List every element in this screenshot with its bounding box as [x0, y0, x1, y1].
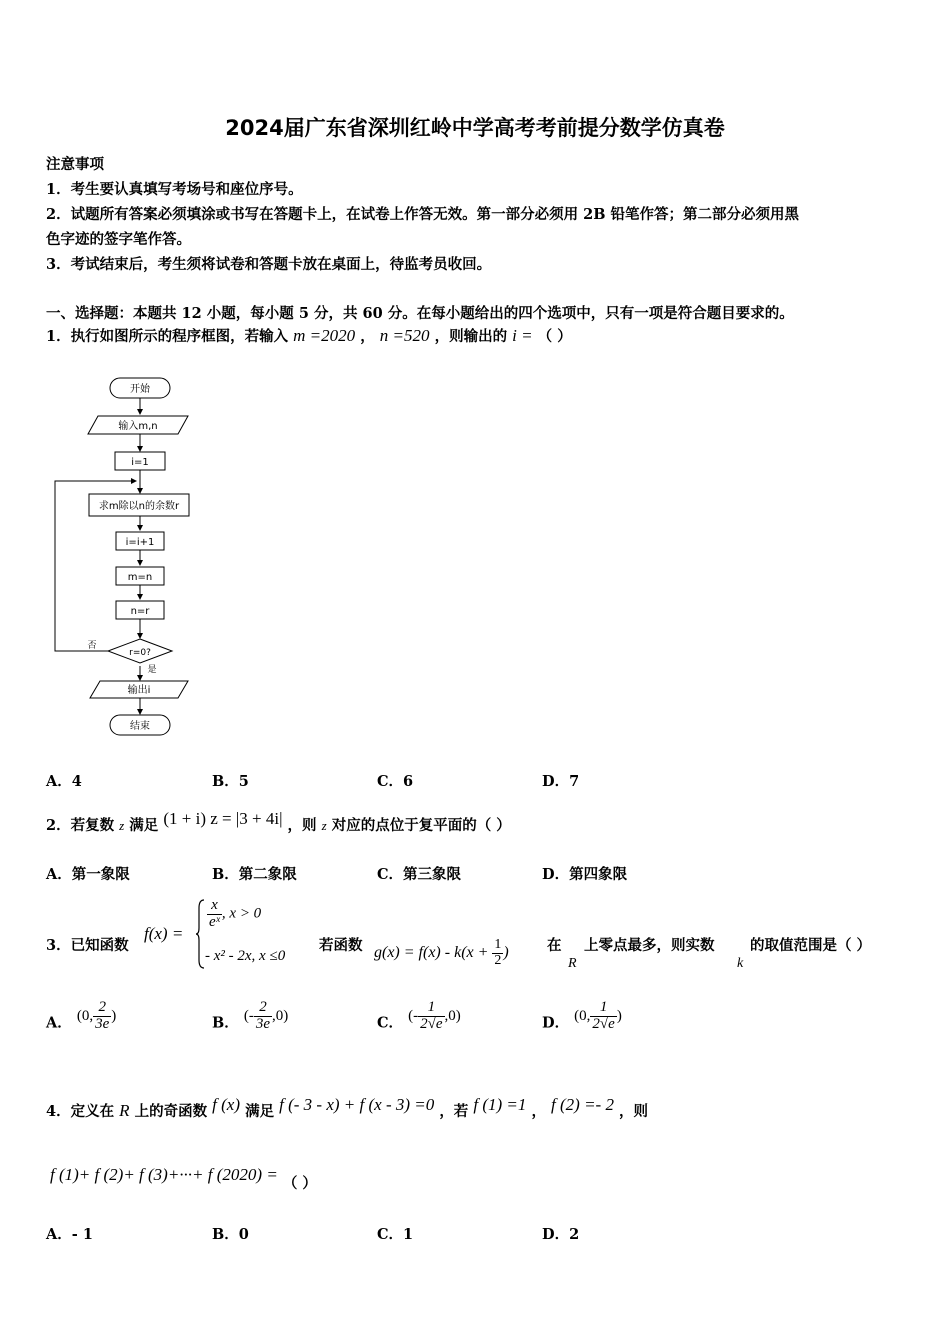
q1-i-eq: i =: [512, 326, 533, 345]
q4-option-b[interactable]: B．0: [212, 1226, 249, 1243]
q3-gx: [374, 938, 509, 968]
q1-sep: ，: [360, 328, 375, 345]
q3-option-a-label: A．: [46, 1014, 72, 1032]
q2-option-a[interactable]: A．第一象限: [46, 866, 130, 883]
q3-option-a-den: 3e: [95, 1015, 110, 1032]
q1-text-a: 1．执行如图所示的程序框图，若输入: [46, 328, 289, 345]
q3-case1-den: eˣ: [209, 913, 220, 930]
q3-half-num: 1: [494, 937, 502, 952]
q3-option-c-pre: (-: [408, 1007, 419, 1024]
q1-paren: （ ）: [537, 328, 572, 345]
q3-gx-text: g(x) = f(x) - k(x +: [374, 943, 489, 961]
q3-option-d-num: 1: [590, 1000, 616, 1017]
q3-option-b-label: B．: [212, 1014, 239, 1032]
q3-option-a[interactable]: [46, 999, 117, 1041]
flowchart: [40, 370, 210, 745]
q3-option-c-num: 1: [418, 1000, 444, 1017]
q4-sum-line: [50, 1164, 317, 1192]
q2-text-d: 对应的点位于复平面的（ ）: [331, 817, 511, 834]
q3-case-1: [207, 898, 261, 931]
q3-option-c-label: C．: [377, 1014, 404, 1032]
q4-text-b: 上的奇函数: [134, 1103, 208, 1120]
q3-case1-num: x: [207, 898, 222, 915]
q3-R: R: [568, 956, 577, 971]
q4-fx: f (x): [212, 1095, 241, 1114]
question-1-stem: [46, 325, 572, 346]
q3-option-a-post: ): [111, 1007, 117, 1024]
q4-sep: ，: [531, 1103, 546, 1120]
flow-input-label: 输入m,n: [118, 421, 158, 432]
q3-k: k: [737, 956, 744, 971]
q3-text-a: 3．已知函数: [46, 937, 129, 954]
q4-f2: f (2) =- 2: [551, 1095, 614, 1114]
q1-option-b[interactable]: B．5: [212, 773, 249, 790]
flow-assign-n-label: n=r: [130, 606, 150, 617]
q4-option-d[interactable]: D．2: [542, 1226, 580, 1243]
q3-text-c: 在: [547, 937, 562, 954]
q3-half-den: 2: [494, 952, 502, 968]
question-2-stem: [46, 809, 511, 835]
q4-R: R: [119, 1101, 130, 1120]
q3-option-c-den: 2√e: [420, 1015, 443, 1032]
q3-option-b-num: 2: [254, 1000, 272, 1017]
q1-text-b: ，则输出的: [434, 328, 508, 345]
q4-option-c[interactable]: C．1: [377, 1226, 414, 1243]
q3-option-a-num: 2: [93, 1000, 111, 1017]
flow-decision-label: r=0?: [129, 648, 151, 658]
q4-text-c: 满足: [245, 1103, 275, 1120]
flow-no-label: 否: [87, 641, 97, 651]
q3-option-d-pre: (0,: [574, 1007, 591, 1024]
q4-option-a[interactable]: A．- 1: [46, 1226, 93, 1243]
q3-text-e: 的取值范围是（ ）: [750, 937, 872, 954]
q3-option-d[interactable]: [542, 999, 622, 1041]
q3-option-b-pre: (-: [243, 1007, 254, 1024]
notice-item-3: 3．考试结束后，考生须将试卷和答题卡放在桌面上，待监考员收回。: [46, 256, 492, 273]
q3-option-b-post: ,0): [272, 1007, 289, 1024]
notice-heading: 注意事项: [46, 156, 104, 173]
q1-option-a[interactable]: A．4: [46, 773, 82, 790]
q1-option-c[interactable]: C．6: [377, 773, 414, 790]
q4-text-a: 4．定义在: [46, 1103, 115, 1120]
q3-fx: f(x) =: [144, 924, 184, 943]
q3-option-c[interactable]: [377, 999, 461, 1041]
q2-z-2: z: [321, 818, 327, 833]
q3-text-d: 上零点最多，则实数: [584, 937, 715, 954]
q4-f1: f (1) =1: [473, 1095, 527, 1114]
section-header: 一、选择题：本题共 12 小题，每小题 5 分，共 60 分。在每小题给出的四个选项中，只有一项是符合题目要求的。: [46, 305, 794, 322]
flow-start-label: 开始: [130, 384, 150, 395]
q2-text-b: 满足: [129, 817, 159, 834]
q3-option-c-post: ,0): [444, 1007, 461, 1024]
q3-gx-close: ): [503, 943, 509, 961]
notice-item-1: 1．考生要认真填写考场号和座位序号。: [46, 181, 303, 198]
q3-text-b: 若函数: [319, 937, 363, 954]
q2-text-a: 2．若复数: [46, 817, 115, 834]
q4-text-e: ，则: [619, 1103, 649, 1120]
q4-cond: f (- 3 - x) + f (x - 3) =0: [279, 1095, 435, 1114]
flow-inc-label: i=i+1: [125, 537, 155, 548]
q1-n-value: n =520: [379, 326, 430, 345]
flow-yes-label: 是: [147, 665, 157, 675]
flow-remainder-label: 求m除以n的余数r: [98, 501, 180, 512]
q4-sum: f (1)+ f (2)+ f (3)+···+ f (2020) =: [50, 1165, 278, 1184]
flow-output-label: 输出i: [127, 685, 151, 696]
q3-option-d-post: ): [616, 1007, 622, 1024]
q2-z: z: [119, 818, 125, 833]
flow-end-label: 结束: [130, 721, 150, 732]
q3-option-b[interactable]: [212, 999, 289, 1041]
flow-init-label: i=1: [131, 457, 149, 468]
q1-option-d[interactable]: D．7: [542, 773, 580, 790]
q1-m-value: m =2020: [293, 326, 356, 345]
page-title: 2024届广东省深圳红岭中学高考考前提分数学仿真卷: [225, 116, 725, 140]
q3-case-2: - x² - 2x, x ≤0: [205, 948, 286, 964]
flow-assign-m-label: m=n: [127, 572, 153, 583]
q3-option-b-den: 3e: [255, 1015, 271, 1032]
notice-item-2-cont: 色字迹的签字笔作答。: [46, 231, 191, 248]
q2-text-c: ，则: [287, 817, 317, 834]
q2-option-b[interactable]: B．第二象限: [212, 866, 297, 883]
q3-option-d-den: 2√e: [592, 1015, 615, 1032]
notice-item-2: 2．试题所有答案必须填涂或书写在答题卡上，在试卷上作答无效。第一部分必须用 2B 铅笔作答；第二部分必须用黑: [46, 206, 800, 223]
q3-option-d-label: D．: [542, 1014, 570, 1032]
q4-text-d: ，若: [439, 1103, 469, 1120]
q3-option-a-pre: (0,: [76, 1007, 94, 1024]
q2-option-d[interactable]: D．第四象限: [542, 866, 628, 883]
q2-option-c[interactable]: C．第三象限: [377, 866, 462, 883]
q4-paren: （ ）: [282, 1175, 317, 1192]
q2-expr: (1 + i) z = |3 + 4i|: [163, 809, 283, 828]
question-4-stem: [46, 1095, 649, 1121]
q3-case1-cond: , x > 0: [221, 905, 262, 922]
